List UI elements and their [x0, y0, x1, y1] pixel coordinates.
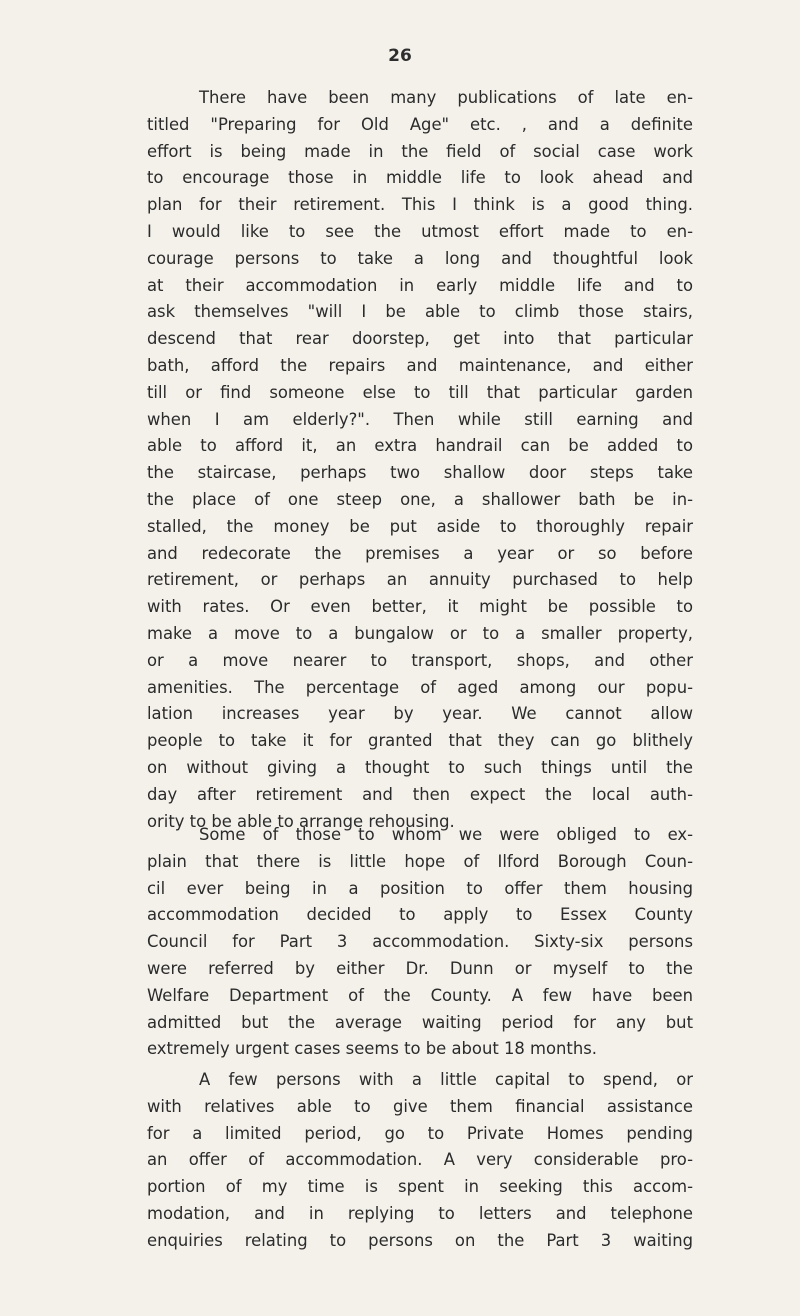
- text-line: were referred by either Dr. Dunn or myself to the: [147, 958, 693, 978]
- text-line: stalled, the money be put aside to thoroughly repair: [147, 516, 693, 536]
- text-line: ask themselves "will I be able to climb those stairs,: [147, 302, 693, 322]
- text-line: modation, and in replying to letters and telephone: [147, 1203, 693, 1223]
- text-line: people to take it for granted that they can go blithely: [147, 731, 693, 751]
- text-line: There have been many publications of late en-: [199, 88, 693, 107]
- text-line: bath, afford the repairs and maintenance, and either: [147, 355, 693, 375]
- text-line: to encourage those in middle life to look ahead and: [147, 168, 693, 188]
- page-number: 26: [388, 46, 412, 66]
- text-line: plan for their retirement. This I think is a good thing.: [147, 195, 693, 215]
- text-line: A few persons with a little capital to spend, or: [199, 1070, 693, 1089]
- text-line: titled "Preparing for Old Age" etc. , and a definite: [147, 114, 693, 134]
- text-line: descend that rear doorstep, get into that particular: [147, 329, 693, 349]
- text-line: cil ever being in a position to offer them housing: [147, 878, 693, 898]
- text-line: make a move to a bungalow or to a smaller property,: [147, 623, 693, 643]
- text-line: lation increases year by year. We cannot allow: [147, 704, 693, 724]
- text-line: extremely urgent cases seems to be about 18 months.: [147, 1039, 597, 1059]
- text-line: with rates. Or even better, it might be possible to: [147, 597, 693, 617]
- text-line: accommodation decided to apply to Essex County: [147, 905, 693, 925]
- text-line: for a limited period, go to Private Homes pending: [147, 1123, 693, 1143]
- text-line: or a move nearer to transport, shops, and other: [147, 650, 693, 670]
- text-line: when I am elderly?". Then while still earning and: [147, 409, 693, 429]
- text-line: an offer of accommodation. A very considerable pro-: [147, 1150, 693, 1170]
- paragraph: [147, 1067, 693, 1255]
- text-line: Council for Part 3 accommodation. Sixty-six persons: [147, 932, 693, 952]
- text-line: at their accommodation in early middle life and to: [147, 275, 693, 295]
- paragraph: [147, 85, 693, 835]
- text-line: courage persons to take a long and thoughtful look: [147, 248, 693, 268]
- text-line: till or find someone else to till that particular garden: [147, 382, 693, 402]
- text-line: effort is being made in the field of social case work: [147, 141, 693, 161]
- text-line: the place of one steep one, a shallower bath be in-: [147, 489, 693, 509]
- text-line: and redecorate the premises a year or so before: [147, 543, 693, 563]
- text-line: I would like to see the utmost effort made to en-: [147, 221, 693, 241]
- text-line: able to afford it, an extra handrail can be added to: [147, 436, 693, 456]
- text-line: the staircase, perhaps two shallow door steps take: [147, 463, 693, 483]
- text-line: with relatives able to give them financial assistance: [147, 1096, 693, 1116]
- text-line: portion of my time is spent in seeking this accom-: [147, 1177, 693, 1197]
- text-line: admitted but the average waiting period for any but: [147, 1012, 693, 1032]
- text-line: plain that there is little hope of Ilford Borough Coun-: [147, 851, 693, 871]
- text-line: day after retirement and then expect the local auth-: [147, 784, 693, 804]
- paragraph: [147, 822, 693, 1063]
- text-line: enquiries relating to persons on the Part 3 waiting: [147, 1230, 693, 1250]
- text-line: retirement, or perhaps an annuity purchased to help: [147, 570, 693, 590]
- text-line: Some of those to whom we were obliged to ex-: [199, 825, 693, 844]
- text-line: on without giving a thought to such things until the: [147, 757, 693, 777]
- text-line: Welfare Department of the County. A few have been: [147, 985, 693, 1005]
- text-line: amenities. The percentage of aged among our popu-: [147, 677, 693, 697]
- text-line: ority to be able to arrange rehousing.: [147, 811, 455, 831]
